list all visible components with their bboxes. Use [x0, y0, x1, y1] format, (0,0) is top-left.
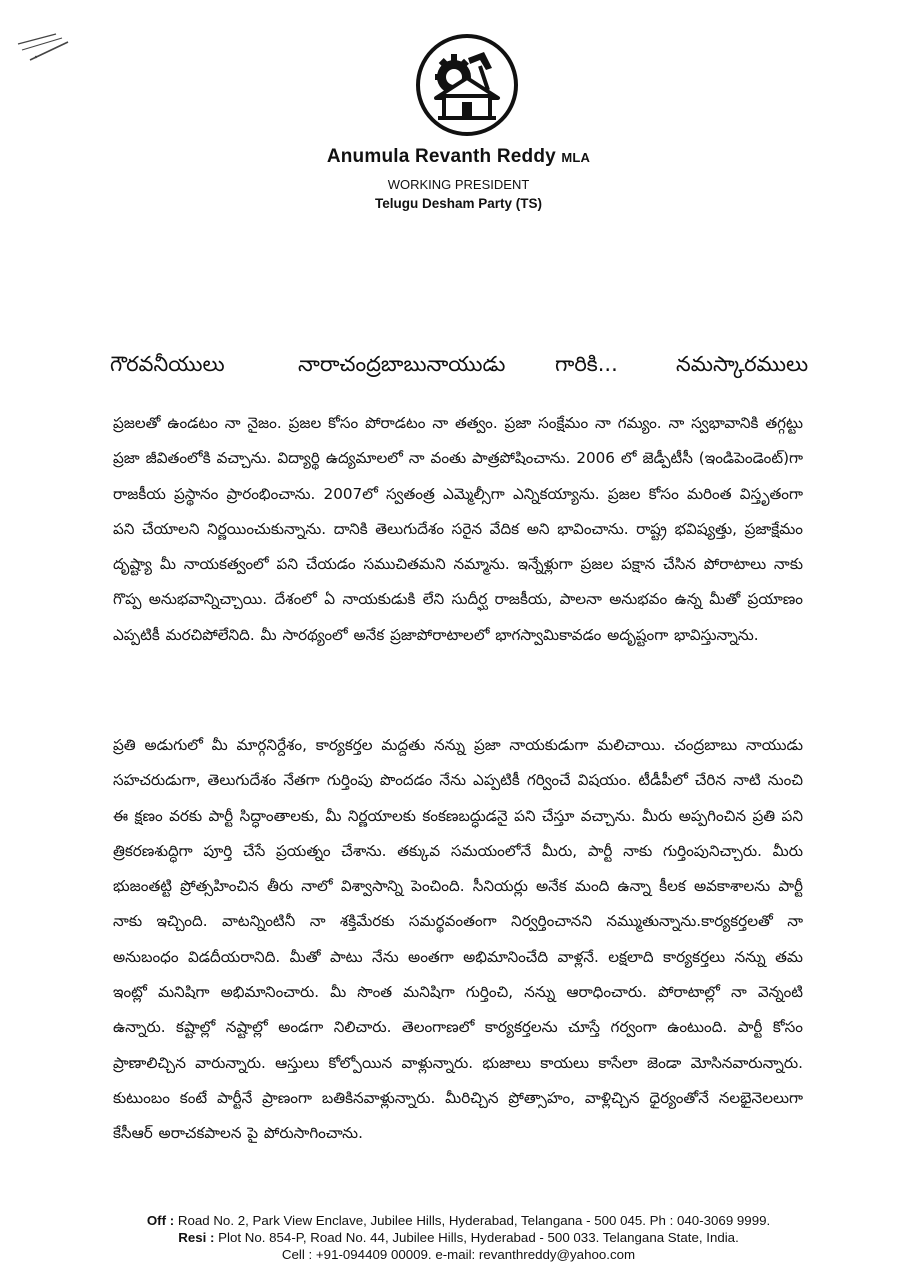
body-paragraph-1: ప్రజలతో ఉండటం నా నైజం. ప్రజల కోసం పోరాడటం నా తత్వం. ప్రజా సంక్షేమం నా గమ్యం. నా స్వభావానికి తగ్గట్టు ప్రజా జీవితంలోకి వచ్చాను. విద్యార్థి ఉద్యమాలలో నా వంతు పాత్రపోషించాను. 2006 లో జెడ్పీటీసీ (ఇండిపెండెంట్)గా రాజకీయ ప్రస్థానం ప్రారంభించాను. 2007లో స్వతంత్ర ఎమ్మెల్సీగా ఎన్నికయ్యాను. ప్రజల కోసం మరింత విస్తృతంగా పని చేయాలని నిర్ణయించుకున్నాను. దానికి తెలుగుదేశం సరైన వేదిక అని భావించాను. రాష్ట్ర భవిష్యత్తు, ప్రజాక్షేమం దృష్ట్యా మీ నాయకత్వంలో పని చేయడం సముచితమని నమ్మాను. ఇన్నేళ్లుగా ప్రజల పక్షాన చేసిన పోరాటాలు నాకు గొప్ప అనుభవాన్నిచ్చాయి. దేశంలో ఏ నాయకుడుకి లేని సుదీర్ఘ రాజకీయ, పాలనా అనుభవం ఉన్న మీతో ప్రయాణం ఎప్పటికీ మరచిపోలేనిది. మీ సారథ్యంలో అనేక ప్రజాపోరాటాలలో భాగస్వామికావడం అదృష్టంగా భావిస్తున్నాను.	[113, 414, 803, 644]
salutation-greeting: నమస్కారములు	[676, 352, 809, 376]
salutation-recipient: నారాచంద్రబాబునాయుడు	[298, 352, 506, 376]
footer-residence-text: Plot No. 854-P, Road No. 44, Jubilee Hills, Hyderabad - 500 033. Telangana State, India.	[218, 1230, 739, 1245]
letterhead-suffix: MLA	[561, 150, 591, 165]
letterhead-name-text: Anumula Revanth Reddy	[326, 146, 556, 167]
footer-office-text: Road No. 2, Park View Enclave, Jubilee Hills, Hyderabad, Telangana - 500 045. Ph : 040-3069 9999.	[177, 1213, 771, 1228]
pen-mark-icon	[16, 30, 76, 70]
footer-residence-address	[0, 1229, 917, 1246]
letterhead-name	[0, 146, 917, 168]
footer-contact: Cell : +91-094409 00009. e-mail: revanthreddy@yahoo.com	[281, 1247, 636, 1262]
salutation-honorific: గారికి...	[555, 352, 618, 376]
footer-office-label: Off :	[146, 1213, 175, 1228]
salutation-address: గౌరవనీయులు	[110, 352, 225, 376]
footer-residence-label: Resi :	[178, 1230, 215, 1245]
tdp-party-logo-icon	[414, 32, 520, 138]
letterhead-role: WORKING PRESIDENT	[387, 177, 530, 192]
letterhead-party: Telugu Desham Party (TS)	[374, 196, 543, 211]
footer-office-address	[0, 1212, 917, 1229]
body-paragraph-2: ప్రతి అడుగులో మీ మార్గనిర్దేశం, కార్యకర్తల మద్దతు నన్ను ప్రజా నాయకుడుగా మలిచాయి. చంద్రబాబు నాయుడు సహచరుడుగా, తెలుగుదేశం నేతగా గుర్తింపు పొందడం నేను ఎప్పటికీ గర్వించే విషయం. టీడీపీలో చేరిన నాటి నుంచి ఈ క్షణం వరకు పార్టీ సిద్ధాంతాలకు, మీ నిర్ణయాలకు కంకణబద్ధుడనై పని చేస్తూ వచ్చాను. మీరు అప్పగించిన ప్రతి పని త్రికరణశుద్ధిగా పూర్తి చేసే ప్రయత్నం చేశాను. తక్కువ సమయంలోనే మీరు, పార్టీ నాకు గుర్తింపునిచ్చారు. మీరు భుజంతట్టి ప్రోత్సహించిన తీరు నాలో విశ్వాసాన్ని పెంచింది. సీనియర్లు అనేక మంది ఉన్నా కీలక అవకాశాలను పార్టీ నాకు ఇచ్చింది. వాటన్నింటినీ నా శక్తిమేరకు సమర్థవంతంగా నిర్వర్తించానని నమ్ముతున్నాను.కార్యకర్తలతో నా అనుబంధం విడదీయరానిది. మీతో పాటు నేను అంతగా అభిమానించేది వాళ్లనే. లక్షలాది కార్యకర్తలు నన్ను తమ ఇంట్లో మనిషిగా అభిమానించారు. మీ సొంత మనిషిగా గుర్తించి, నన్ను ఆరాధించారు. పోరాటాల్లో నా వెన్నంటి ఉన్నారు. కష్టాల్లో నష్టాల్లో అండగా నిలిచారు. తెలంగాణలో కార్యకర్తలను చూస్తే గర్వంగా ఉంటుంది. పార్టీ కోసం ప్రాణాలిచ్చిన వారున్నారు. ఆస్తులు కోల్పోయిన వాళ్లున్నారు. భుజాలు కాయలు కాసేలా జెండా మోసినవారున్నారు. కుటుంబం కంటే పార్టీనే ప్రాణంగా బతికినవాళ్లున్నారు. మీరిచ్చిన ప్రోత్సాహం, వాళ్లిచ్చిన ధైర్యంతోనే నలభైనెలలుగా కేసీఆర్ అరాచకపాలన పై పోరుసాగించాను.	[113, 736, 803, 1143]
